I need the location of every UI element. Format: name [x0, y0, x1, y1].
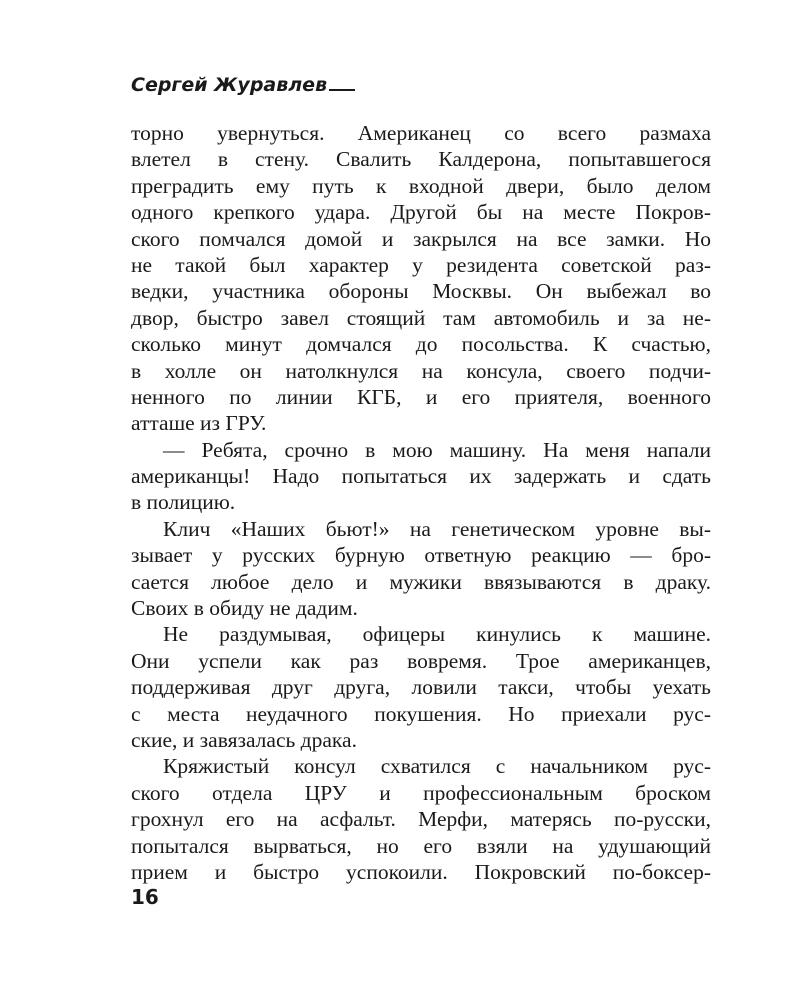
text-line: Клич «Наших бьют!» на генетическом уровне вы-: [163, 516, 711, 541]
text-line: ненного по линии КГБ, и его приятеля, военного: [131, 384, 711, 409]
text-line: двор, быстро завел стоящий там автомобиль и за не-: [131, 305, 711, 330]
text-line: в полицию.: [131, 490, 236, 515]
text-line: сается любое дело и мужики ввязываются в драку.: [131, 569, 711, 594]
text-line: грохнул его на асфальт. Мерфи, матерясь по-русски,: [131, 807, 711, 832]
text-line: в холле он натолкнулся на консула, своего подчи-: [131, 358, 711, 383]
text-line: попытался вырваться, но его взяли на удушающий: [131, 833, 711, 858]
text-line: зывает у русских бурную ответную реакцию — бро-: [131, 543, 711, 568]
text-line: атташе из ГРУ.: [131, 411, 267, 436]
text-line: с места неудачного покушения. Но приехали рус-: [131, 701, 711, 726]
text-line: Своих в обиду не дадим.: [131, 596, 358, 621]
text-line: ведки, участника обороны Москвы. Он выбежал во: [131, 279, 711, 304]
text-line: одного крепкого удара. Другой бы на месте Покров-: [131, 200, 711, 225]
text-line: преградить ему путь к входной двери, было делом: [131, 173, 711, 198]
page-number: 16: [131, 885, 159, 909]
running-head: [131, 74, 355, 96]
text-line: — Ребята, срочно в мою машину. На меня напали: [163, 437, 711, 462]
text-line: Не раздумывая, офицеры кинулись к машине.: [163, 622, 711, 647]
text-line: сколько минут домчался до посольства. К счастью,: [131, 332, 711, 357]
body-text: [131, 120, 711, 885]
text-line: не такой был характер у резидента советской раз-: [131, 252, 711, 277]
header-rule: [329, 89, 355, 91]
text-line: ские, и завязалась драка.: [131, 727, 357, 752]
author-name: Сергей Журавлев: [131, 74, 328, 96]
text-line: поддерживая друг друга, ловили такси, чтобы уехать: [131, 675, 711, 700]
text-line: влетел в стену. Свалить Калдерона, попытавшегося: [131, 147, 711, 172]
text-line: прием и быстро успокоили. Покровский по-боксер-: [131, 859, 711, 884]
text-line: ского помчался домой и закрылся на все замки. Но: [131, 226, 711, 251]
text-line: Они успели как раз вовремя. Трое американцев,: [131, 648, 711, 673]
text-line: американцы! Надо попытаться их задержать и сдать: [131, 464, 711, 489]
text-line: Кряжистый консул схватился с начальником рус-: [163, 754, 711, 779]
text-line: торно увернуться. Американец со всего размаха: [131, 121, 711, 145]
text-line: ского отдела ЦРУ и профессиональным броском: [131, 780, 711, 805]
